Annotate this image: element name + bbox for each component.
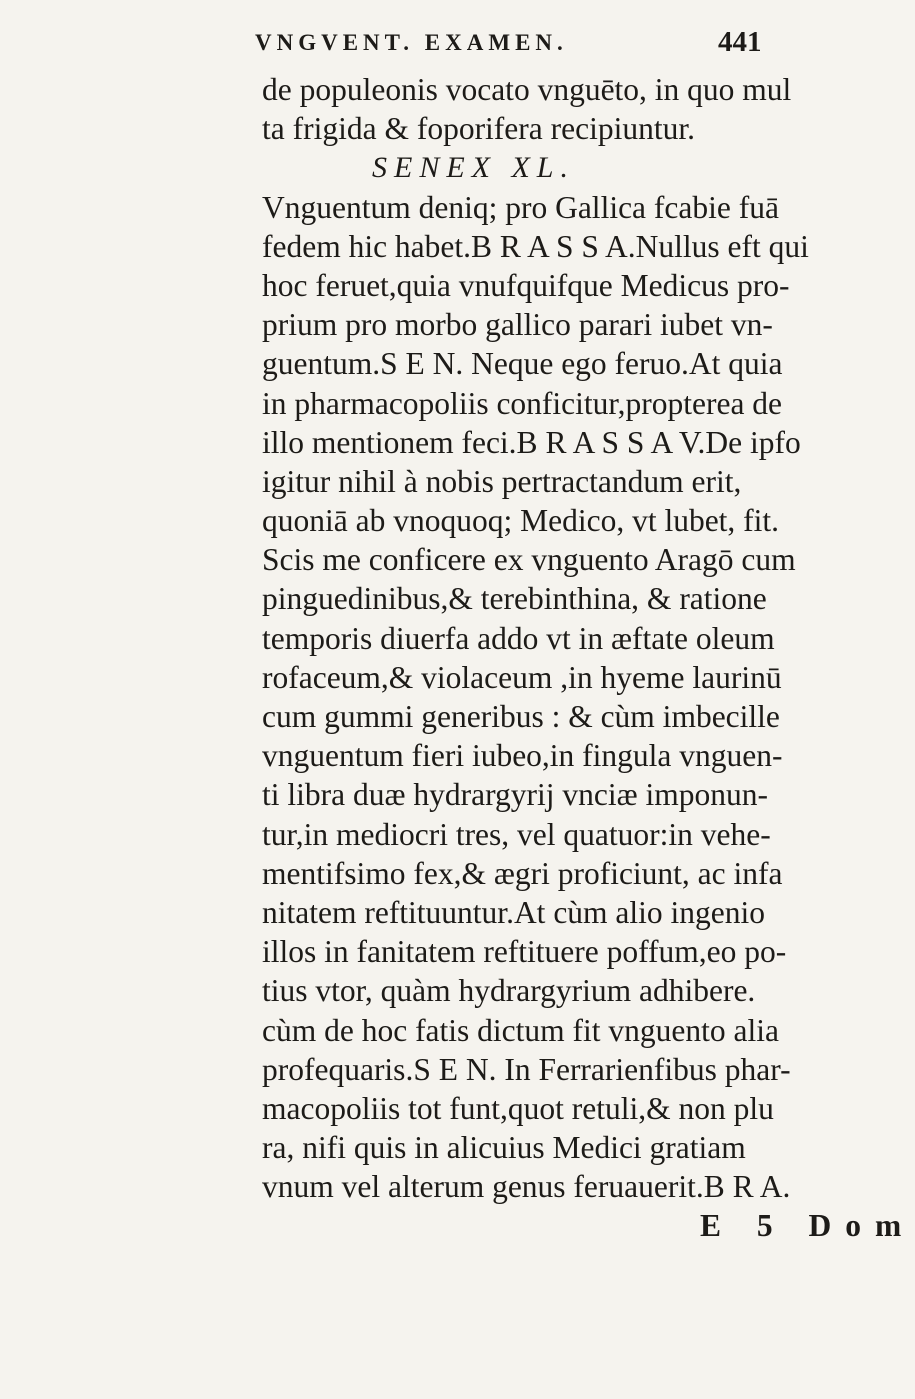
- body-text: [0, 70, 915, 1246]
- text-line: profequaris.S E N. In Ferrarienfibus phar-: [262, 1051, 791, 1087]
- signature-catchword: E 5 Dom: [700, 1208, 915, 1244]
- text-line: hoc feruet,quia vnufquifque Medicus pro-: [262, 267, 790, 303]
- text-line: prium pro morbo gallico parari iubet vn-: [262, 307, 773, 343]
- text-line: mentifsimo fex,& ægri proficiunt, ac infa: [262, 855, 783, 891]
- text-line: ta frigida & foporifera recipiuntur.: [262, 111, 695, 147]
- text-line: quoniā ab vnoquoq; Medico, vt lubet, fit.: [262, 503, 780, 539]
- text-line: Scis me conficere ex vnguento Aragō cum: [262, 542, 796, 578]
- text-line: rofaceum,& violaceum ,in hyeme laurinū: [262, 659, 782, 695]
- text-line: ti libra duæ hydrargyrij vnciæ imponun-: [262, 777, 768, 813]
- text-line: fedem hic habet.B R A S S A.Nullus eft qui: [262, 228, 809, 264]
- page-header: [0, 22, 800, 70]
- text-line: pinguedinibus,& terebinthina, & ratione: [262, 581, 767, 617]
- text-line: igitur nihil à nobis pertractandum erit,: [262, 463, 742, 499]
- text-line: tius vtor, quàm hydrargyrium adhibere.: [262, 973, 756, 1009]
- text-line: illos in fanitatem reftituere poffum,eo po-: [262, 934, 787, 970]
- text-line: nitatem reftituuntur.At cùm alio ingenio: [262, 894, 766, 930]
- text-line: cum gummi generibus : & cùm imbecille: [262, 699, 780, 734]
- text-line: illo mentionem feci.B R A S S A V.De ipfo: [262, 424, 801, 460]
- text-line: ra, nifi quis in alicuius Medici gratiam: [262, 1130, 746, 1166]
- text-line: guentum.S E N. Neque ego feruo.At quia: [262, 346, 783, 382]
- running-title: VNGVENT. EXAMEN.: [255, 30, 568, 55]
- text-line: temporis diuerfa addo vt in æftate oleum: [262, 620, 775, 656]
- text-line: vnum vel alterum genus feruauerit.B R A.: [262, 1169, 791, 1205]
- text-line: in pharmacopoliis conficitur,propterea de: [262, 385, 783, 421]
- text-line: tur,in mediocri tres, vel quatuor:in vehe-: [262, 816, 771, 852]
- section-heading: SENEX XL.: [372, 151, 575, 185]
- text-line: cùm de hoc fatis dictum fit vnguento alia: [262, 1012, 779, 1048]
- text-line: vnguentum fieri iubeo,in fingula vnguen-: [262, 738, 783, 774]
- page-number: 441: [718, 26, 762, 58]
- text-line: de populeonis vocato vnguēto, in quo mul: [262, 72, 792, 107]
- text-line: macopoliis tot funt,quot retuli,& non plu: [262, 1090, 774, 1126]
- text-line: Vnguentum deniq; pro Gallica fcabie fuā: [262, 189, 779, 225]
